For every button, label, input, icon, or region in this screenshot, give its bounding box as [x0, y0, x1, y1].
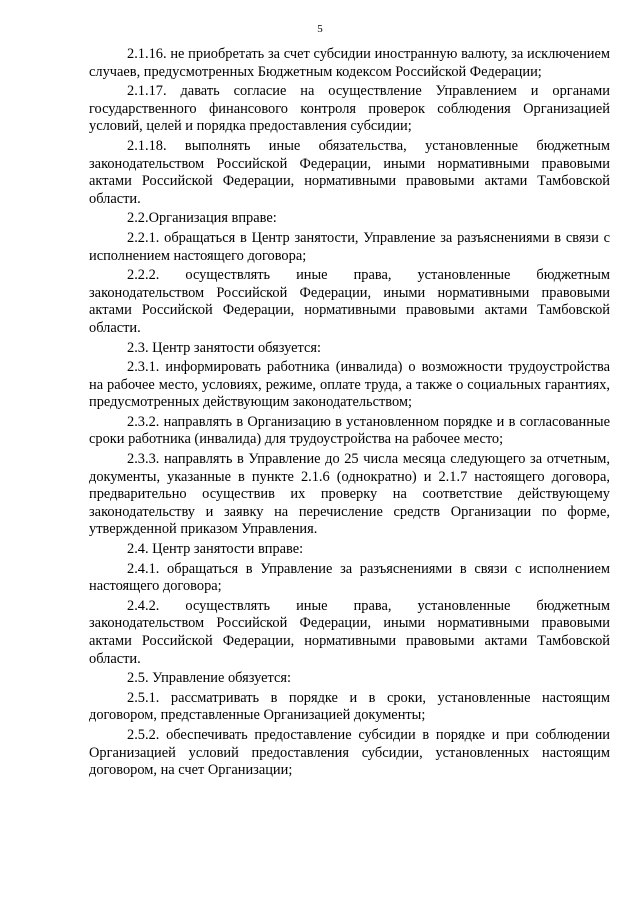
document-body: [89, 46, 610, 782]
clause-2-5-2: 2.5.2. обеспечивать предоставление субсидии в порядке и при соблюдении Организацией условий предоставления субсидии, установленных настоящим договором, на счет Организации;: [89, 726, 610, 779]
clause-2-2-2: 2.2.2. осуществлять иные права, установленные бюджетным законодательством Российской Федерации, иными нормативными правовыми актами Российской Федерации, нормативными правовыми актами Тамбовской области.: [89, 267, 610, 336]
section-2-3-heading: 2.3. Центр занятости обязуется:: [127, 339, 321, 356]
section-2-5-heading: 2.5. Управление обязуется:: [127, 670, 291, 687]
clause-2-2-1: 2.2.1. обращаться в Центр занятости, Управление за разъяснениями в связи с исполнением настоящего договора;: [89, 229, 610, 264]
clause-2-4-1: 2.4.1. обращаться в Управление за разъяснениями в связи с исполнением настоящего договора;: [89, 560, 610, 595]
clause-2-1-18: 2.1.18. выполнять иные обязательства, установленные бюджетным законодательством Российской Федерации, иными нормативными правовыми актами Российской Федерации, нормативными правовыми актами Тамбовской области.: [89, 137, 610, 207]
clause-2-4-2: 2.4.2. осуществлять иные права, установленные бюджетным законодательством Российской Федерации, иными нормативными правовыми актами Российской Федерации, нормативными правовыми актами Тамбовской области.: [89, 597, 610, 667]
section-2-2-heading: 2.2.Организация вправе:: [127, 210, 277, 227]
page-number: 5: [317, 23, 323, 35]
clause-2-1-16: 2.1.16. не приобретать за счет субсидии иностранную валюту, за исключением случаев, предусмотренных Бюджетным кодексом Российской Федерации;: [89, 46, 610, 80]
section-2-4-heading: 2.4. Центр занятости вправе:: [127, 541, 304, 558]
clause-2-3-2: 2.3.2. направлять в Организацию в установленном порядке и в согласованные сроки работника (инвалида) для трудоустройства на рабочее место;: [89, 413, 610, 448]
clause-2-3-3: 2.3.3. направлять в Управление до 25 числа месяца следующего за отчетным, документы, указанные в пункте 2.1.6 (однократно) и 2.1.7 настоящего договора, предварительно осуществив их проверку на соответствие действующему законодательству и заявку на перечисление средств Организации по форме, утвержденной приказом Управления.: [89, 451, 610, 538]
clause-2-1-17: 2.1.17. давать согласие на осуществление Управлением и органами государственного финансового контроля проверок соблюдения Организацией условий, целей и порядка предоставления субсидии;: [89, 83, 610, 135]
clause-2-5-1: 2.5.1. рассматривать в порядке и в сроки, установленные настоящим договором, представленные Организацией документы;: [89, 689, 610, 724]
clause-2-3-1: 2.3.1. информировать работника (инвалида) о возможности трудоустройства на рабочее место, условиях, режиме, оплате труда, а также о социальных гарантиях, предусмотренных действующим законодательством;: [89, 359, 610, 411]
